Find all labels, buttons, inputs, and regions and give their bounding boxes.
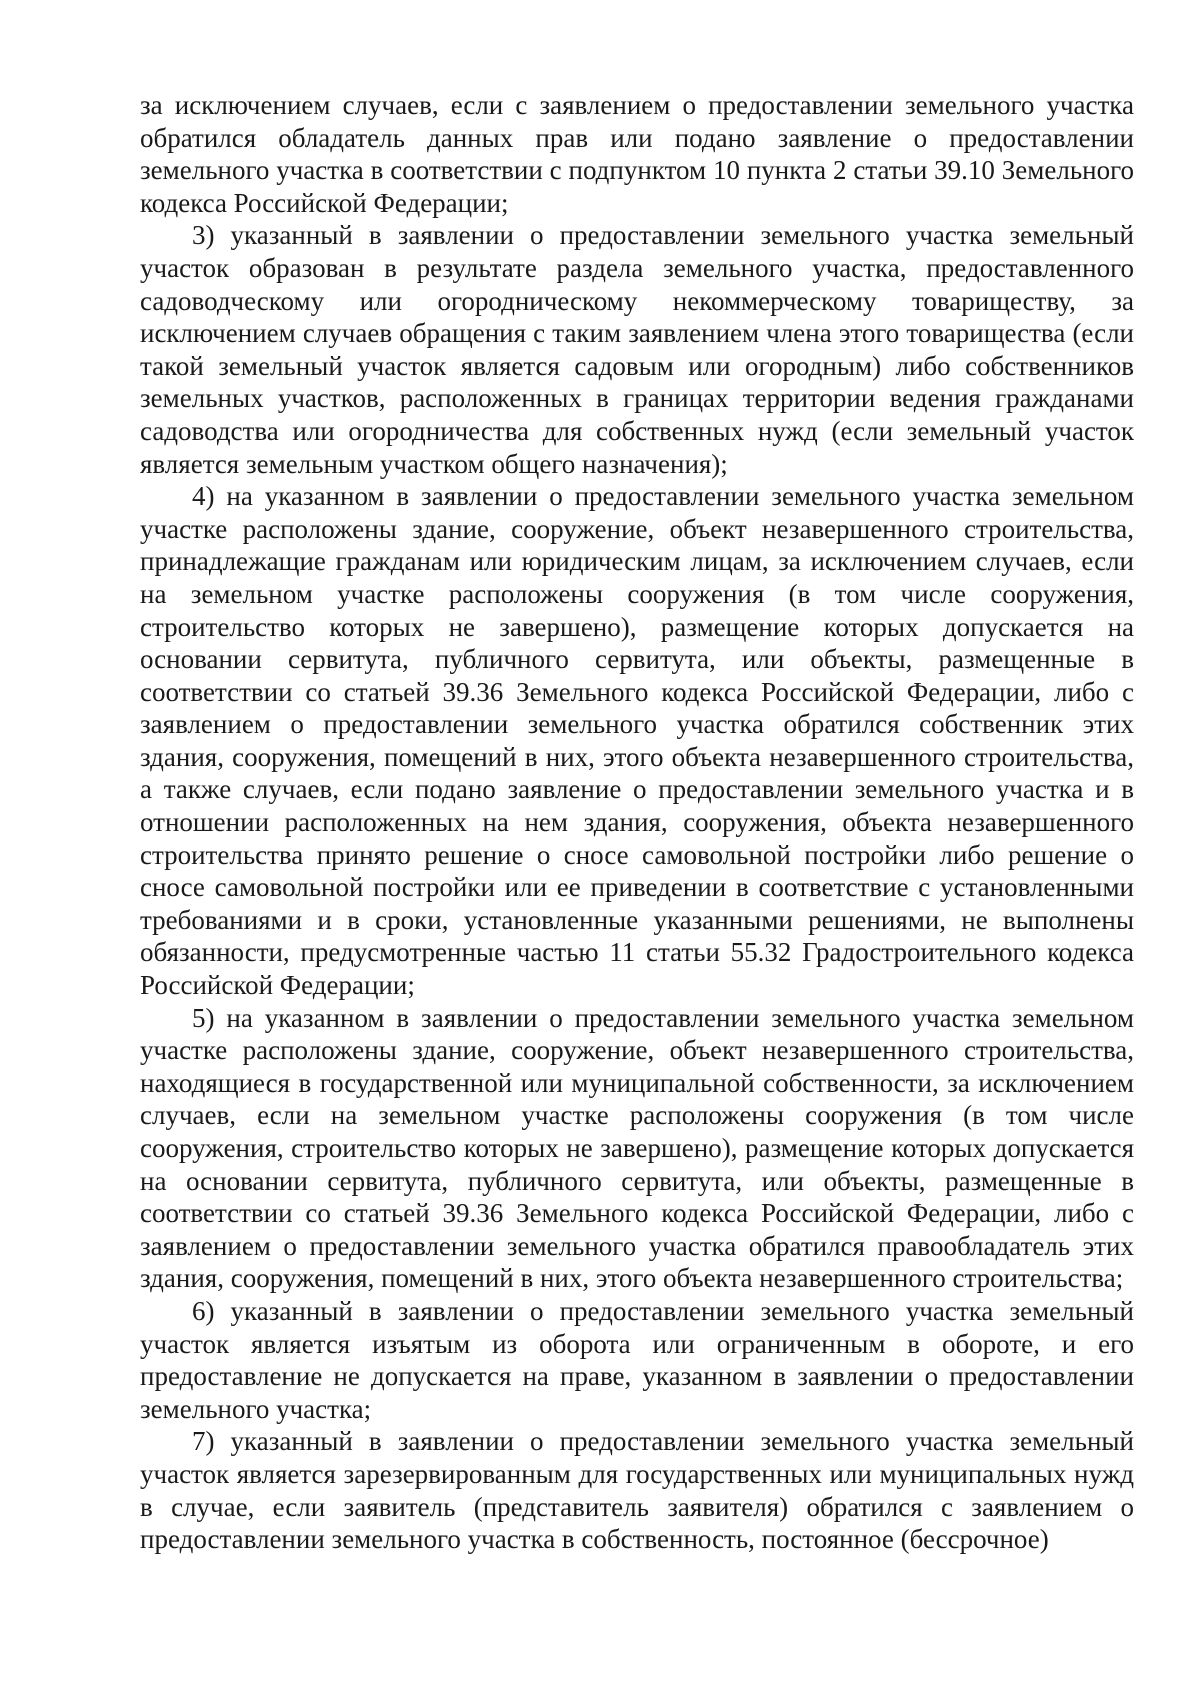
paragraph-item-7: 7) указанный в заявлении о предоставлении земельного участка земельный участок является зарезервированным для государственных или муниципальных нужд в случае, если заявитель (представитель заявителя) обратился с заявлением о предоставлении земельного участка в собственность, постоянное (бессрочное) bbox=[140, 1426, 1134, 1555]
document-page bbox=[140, 89, 1134, 1556]
paragraph-item-5: 5) на указанном в заявлении о предоставлении земельного участка земельном участке расположены здание, сооружение, объект незавершенного строительства, находящиеся в государственной или муниципальной собственности, за исключением случаев, если на земельном участке расположены сооружения (в том числе сооружения, строительство которых не завершено), размещение которых допускается на основании сервитута, публичного сервитута, или объекты, размещенные в соответствии со статьей 39.36 Земельного кодекса Российской Федерации, либо с заявлением о предоставлении земельного участка обратился правообладатель этих здания, сооружения, помещений в них, этого объекта незавершенного строительства; bbox=[140, 1002, 1134, 1294]
paragraph-item-4: 4) на указанном в заявлении о предоставлении земельного участка земельном участке расположены здание, сооружение, объект незавершенного строительства, принадлежащие гражданам или юридическим лицам, за исключением случаев, если на земельном участке расположены сооружения (в том числе сооружения, строительство которых не завершено), размещение которых допускается на основании сервитута, публичного сервитута, или объекты, размещенные в соответствии со статьей 39.36 Земельного кодекса Российской Федерации, либо с заявлением о предоставлении земельного участка обратился собственник этих здания, сооружения, помещений в них, этого объекта незавершенного строительства, а также случаев, если подано заявление о предоставлении земельного участка и в отношении расположенных на нем здания, сооружения, объекта незавершенного строительства принято решение о сносе самовольной постройки либо решение о сносе самовольной постройки или ее приведении в соответствие с установленными требованиями и в сроки, установленные указанными решениями, не выполнены обязанности, предусмотренные частью 11 статьи 55.32 Градостроительного кодекса Российской Федерации; bbox=[140, 481, 1134, 1001]
paragraph-continuation: за исключением случаев, если с заявлением о предоставлении земельного участка обратился обладатель данных прав или подано заявление о предоставлении земельного участка в соответствии с подпунктом 10 пункта 2 статьи 39.10 Земельного кодекса Российской Федерации; bbox=[140, 90, 1134, 218]
paragraph-item-6: 6) указанный в заявлении о предоставлении земельного участка земельный участок является изъятым из оборота или ограниченным в обороте, и его предоставление не допускается на праве, указанном в заявлении о предоставлении земельного участка; bbox=[140, 1295, 1134, 1424]
paragraph-item-3: 3) указанный в заявлении о предоставлении земельного участка земельный участок образован в результате раздела земельного участка, предоставленного садоводческому или огородническому некоммерческому товариществу, за исключением случаев обращения с таким заявлением члена этого товарищества (если такой земельный участок является садовым или огородным) либо собственников земельных участков, расположенных в границах территории ведения гражданами садоводства или огородничества для собственных нужд (если земельный участок является земельным участком общего назначения); bbox=[140, 220, 1134, 479]
